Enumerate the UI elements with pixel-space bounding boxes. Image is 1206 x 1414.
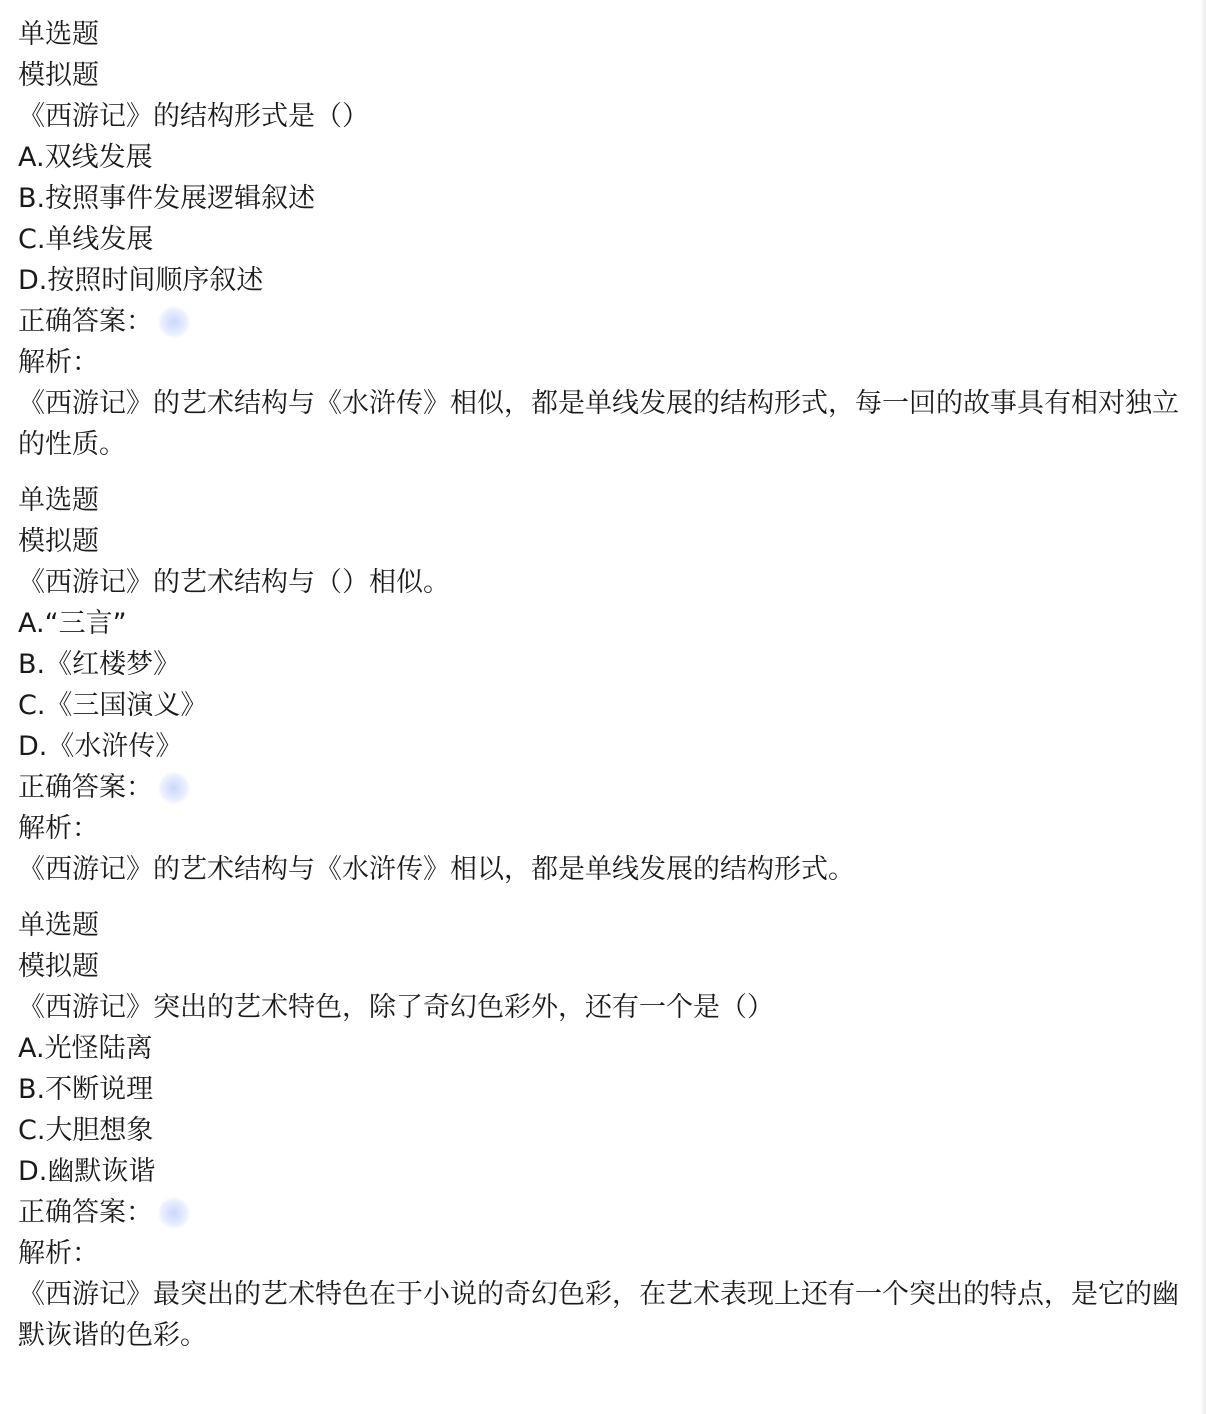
question-block-3 [18, 905, 1188, 1356]
hidden-answer-blur[interactable] [159, 1198, 189, 1228]
answer-row [18, 301, 1188, 342]
question-type: 单选题 [18, 19, 99, 50]
question-list [18, 14, 1188, 1371]
analysis-label: 解析： [18, 813, 99, 844]
option-d: D.幽默诙谐 [18, 1156, 156, 1187]
question-type: 单选题 [18, 485, 99, 516]
option-a: A.“三言” [18, 608, 127, 639]
question-block-1 [18, 14, 1188, 465]
answer-label: 正确答案： [18, 1197, 153, 1228]
option-c: C.大胆想象 [18, 1115, 154, 1146]
answer-label: 正确答案： [18, 772, 153, 803]
page-right-edge [1200, 0, 1206, 1414]
question-category: 模拟题 [18, 526, 99, 557]
option-d: D.《水浒传》 [18, 731, 183, 762]
option-a: A.双线发展 [18, 142, 153, 173]
hidden-answer-blur[interactable] [159, 307, 189, 337]
hidden-answer-blur[interactable] [159, 773, 189, 803]
option-c: C.《三国演义》 [18, 690, 208, 721]
answer-row [18, 767, 1188, 808]
question-type: 单选题 [18, 910, 99, 941]
option-b: B.按照事件发展逻辑叙述 [18, 183, 316, 214]
answer-row [18, 1192, 1188, 1233]
option-a: A.光怪陆离 [18, 1033, 153, 1064]
option-b: B.《红楼梦》 [18, 649, 181, 680]
option-c: C.单线发展 [18, 224, 154, 255]
analysis-label: 解析： [18, 1238, 99, 1269]
question-category: 模拟题 [18, 60, 99, 91]
analysis-text: 《西游记》的艺术结构与《水浒传》相似，都是单线发展的结构形式，每一回的故事具有相对独立的性质。 [18, 388, 1179, 460]
question-stem: 《西游记》的艺术结构与（）相似。 [18, 567, 450, 598]
answer-label: 正确答案： [18, 306, 153, 337]
question-block-2 [18, 480, 1188, 890]
analysis-text: 《西游记》的艺术结构与《水浒传》相以，都是单线发展的结构形式。 [18, 854, 855, 885]
question-category: 模拟题 [18, 951, 99, 982]
question-stem: 《西游记》的结构形式是（） [18, 101, 369, 132]
option-b: B.不断说理 [18, 1074, 154, 1105]
question-stem: 《西游记》突出的艺术特色，除了奇幻色彩外，还有一个是（） [18, 992, 774, 1023]
option-d: D.按照时间顺序叙述 [18, 265, 264, 296]
analysis-label: 解析： [18, 347, 99, 378]
analysis-text: 《西游记》最突出的艺术特色在于小说的奇幻色彩，在艺术表现上还有一个突出的特点，是它的幽默诙谐的色彩。 [18, 1279, 1179, 1351]
